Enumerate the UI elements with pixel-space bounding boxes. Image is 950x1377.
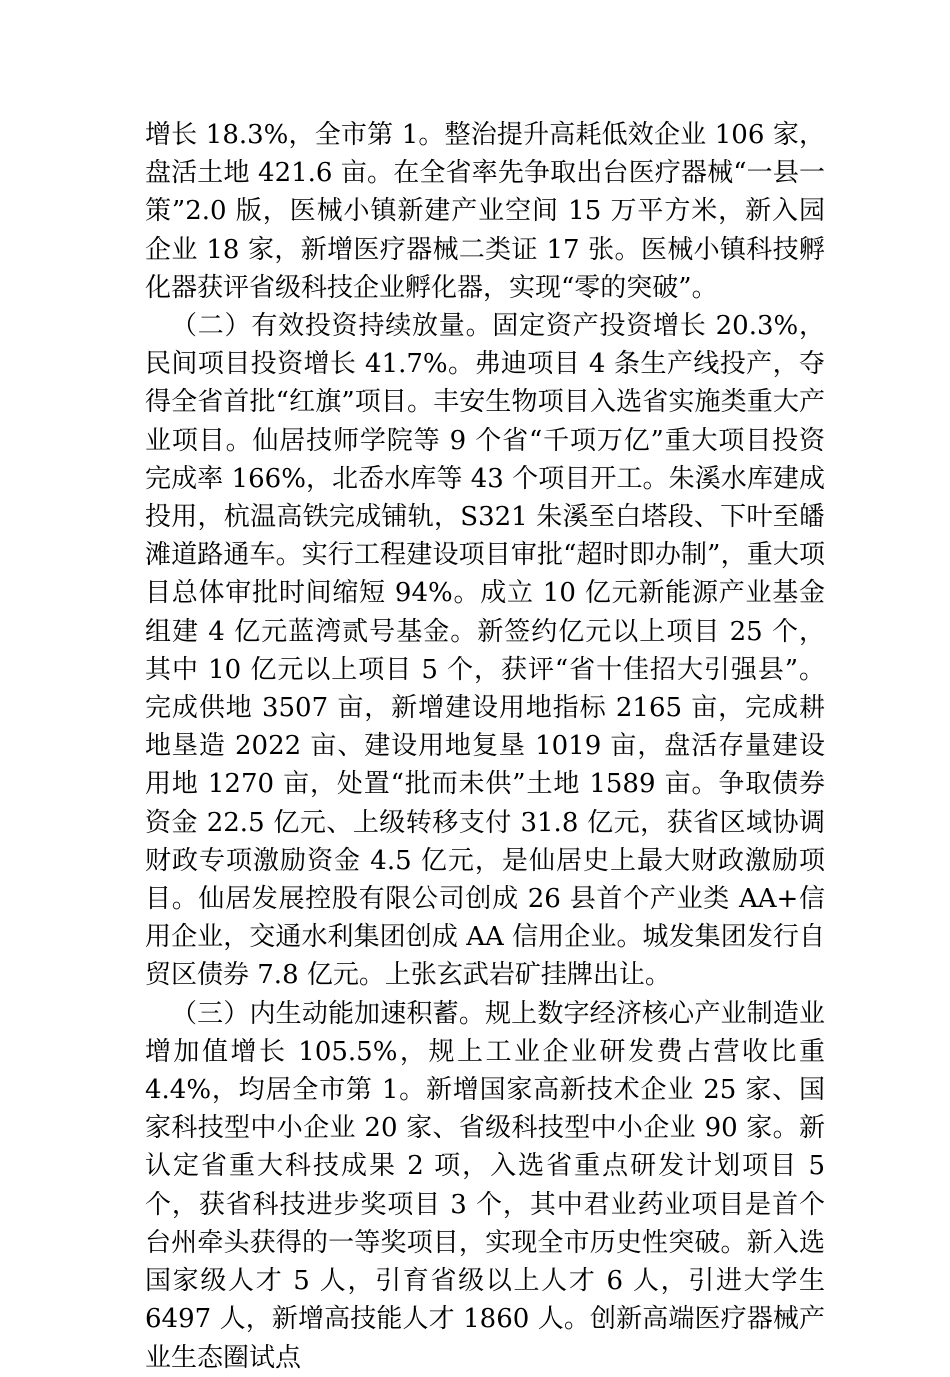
- paragraph-effective-investment: （二）有效投资持续放量。固定资产投资增长 20.3%，民间项目投资增长 41.7%。弗迪项目 4 条生产线投产，夺得全省首批“红旗”项目。丰安生物项目入选省实施类重大产业项目。仙居技师学院等 9 个省“千项万亿”重大项目投资完成率 166%，北岙水库等 43 个项目开工。朱溪水库建成投用，杭温高铁完成铺轨，S321 朱溪至白塔段、下叶至皤滩道路通车。实行工程建设项目审批“超时即办制”，重大项目总体审批时间缩短 94%。成立 10 亿元新能源产业基金组建 4 亿元蓝湾贰号基金。新签约亿元以上项目 25 个，其中 10 亿元以上项目 5 个，获评“省十佳招大引强县”。完成供地 3507 亩，新增建设用地指标 2165 亩，完成耕地垦造 2022 亩、建设用地复垦 1019 亩，盘活存量建设用地 1270 亩，处置“批而未供”土地 1589 亩。争取债券资金 22.5 亿元、上级转移支付 31.8 亿元，获省区域协调财政专项激励资金 4.5 亿元，是仙居史上最大财政激励项目。仙居发展控股有限公司创成 26 县首个产业类 AA+信用企业，交通水利集团创成 AA 信用企业。城发集团发行自贸区债券 7.8 亿元。上张玄武岩矿挂牌出让。: [145, 311, 825, 991]
- paragraph-endogenous-momentum: （三）内生动能加速积蓄。规上数字经济核心产业制造业增加值增长 105.5%，规上工业企业研发费占营收比重 4.4%，均居全市第 1。新增国家高新技术企业 25 家、国家科技型中小企业 20 家、省级科技型中小企业 90 家。新认定省重大科技成果 2 项，入选省重点研发计划项目 5 个，获省科技进步奖项目 3 个，其中君业药业项目是首个台州牵头获得的一等奖项目，实现全市历史性突破。新入选国家级人才 5 人，引育省级以上人才 6 人，引进大学生 6497 人，新增高技能人才 1860 人。创新高端医疗器械产业生态圈试点: [145, 998, 825, 1373]
- document-body: [145, 116, 825, 1377]
- paragraph-continuation: 增长 18.3%，全市第 1。整治提升高耗低效企业 106 家，盘活土地 421.6 亩。在全省率先争取出台医疗器械“一县一策”2.0 版，医械小镇新建产业空间 15 万平方米，新入园企业 18 家，新增医疗器械二类证 17 张。医械小镇科技孵化器获评省级科技企业孵化器，实现“零的突破”。: [145, 120, 825, 303]
